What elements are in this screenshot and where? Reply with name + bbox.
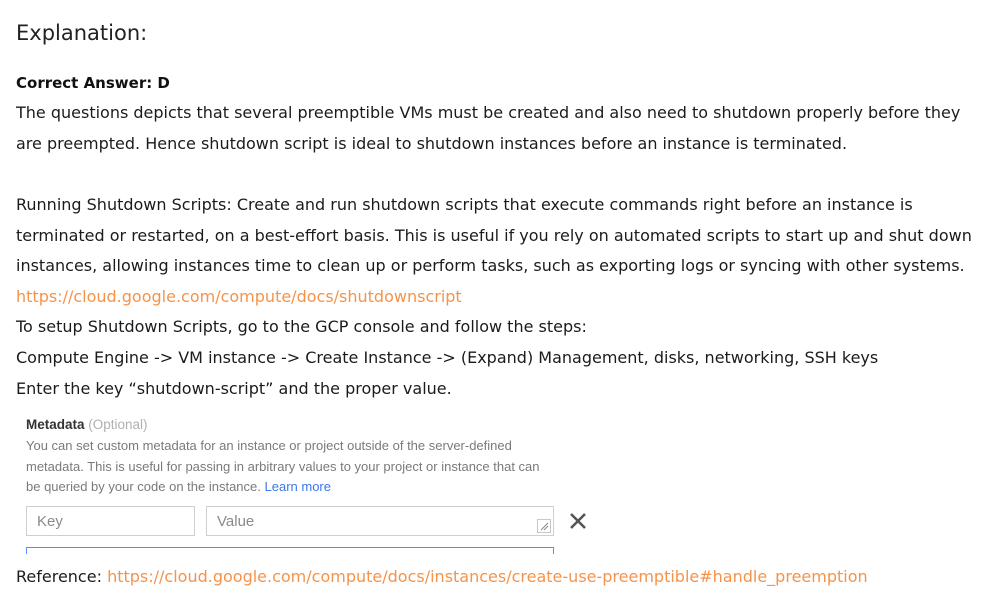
paragraph-line: The questions depicts that several preemptible VMs must be created and also need to shutdown properly before they [16,103,961,122]
enter-key-text: Enter the key “shutdown-script” and the proper value. [16,378,452,398]
paragraph-line: Running Shutdown Scripts: Create and run shutdown scripts that execute commands right before an instance is [16,195,913,214]
paragraph-line: instances, allowing instances time to clean up or perform tasks, such as exporting logs or syncing with other systems. [16,256,965,276]
reference-line [16,562,868,592]
setup-text: To setup Shutdown Scripts, go to the GCP console and follow the steps: [16,317,587,337]
reference-label: Reference: [16,567,102,586]
paragraph-preemptible [16,98,976,159]
metadata-label: Metadata [26,417,85,432]
metadata-key-input[interactable] [26,506,195,536]
metadata-value-input[interactable] [206,506,554,536]
reference-link[interactable]: https://cloud.google.com/compute/docs/instances/create-use-preemptible#handle_preemption [107,567,868,586]
paragraph-line: are preempted. Hence shutdown script is ideal to shutdown instances before an instance is terminated. [16,133,848,153]
metadata-title [26,417,148,432]
resize-handle-icon[interactable] [537,519,551,533]
metadata-description-line: metadata. This is useful for passing in arbitrary values to your project or instance that can [26,458,540,474]
paragraph-line: terminated or restarted, on a best-effort basis. This is useful if you rely on automated scripts to start up and shut down [16,225,972,245]
value-placeholder: Value [217,513,255,530]
metadata-screenshot [16,408,606,554]
correct-answer: Correct Answer: D [16,74,170,92]
section-heading: Explanation: [16,21,148,45]
shutdown-script-link[interactable]: https://cloud.google.com/compute/docs/shutdownscript [16,286,462,306]
metadata-description-line: be queried by your code on the instance. [26,479,261,495]
metadata-description [26,436,606,498]
paragraph-shutdown-scripts [16,190,976,404]
optional-label: (Optional) [88,417,148,432]
learn-more-link[interactable]: Learn more [264,479,331,495]
metadata-description-line: You can set custom metadata for an instance or project outside of the server-defined [26,438,512,453]
focused-input-edge[interactable] [26,547,554,554]
steps-text: Compute Engine -> VM instance -> Create Instance -> (Expand) Management, disks, networking, SSH keys [16,347,879,367]
close-icon[interactable] [567,510,589,532]
key-placeholder: Key [37,513,63,530]
